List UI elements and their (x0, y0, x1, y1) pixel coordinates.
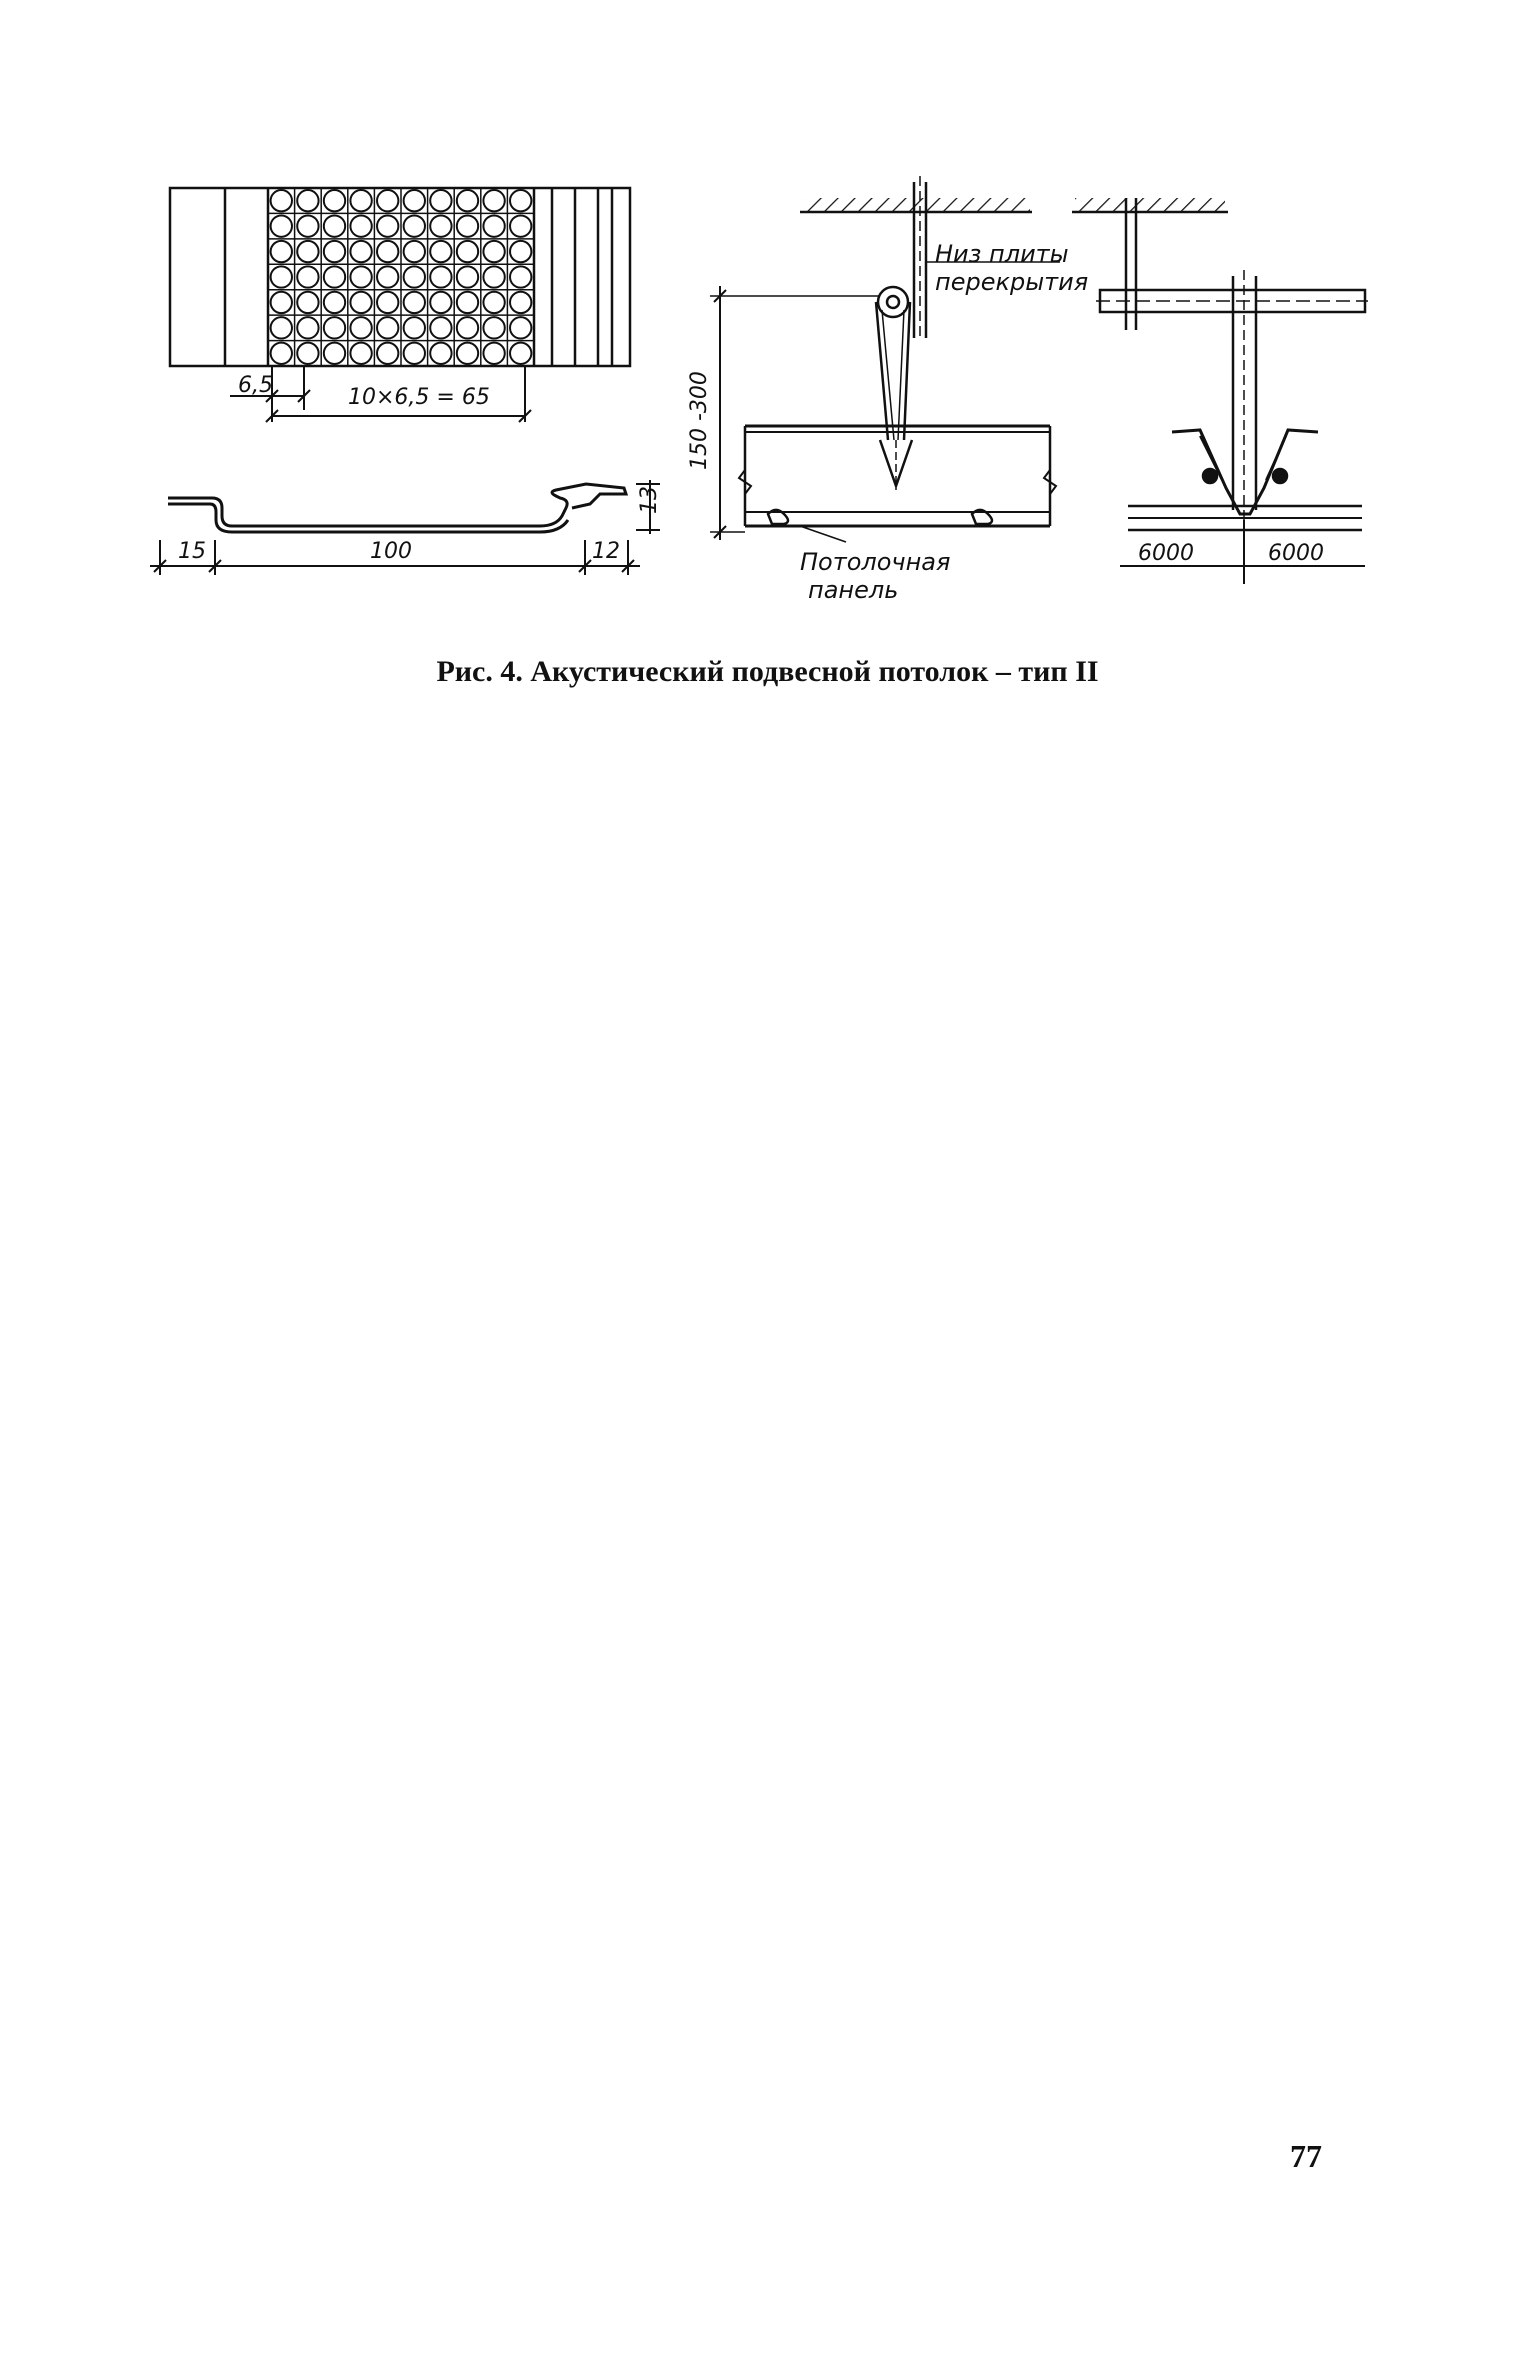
perforation-hole (350, 190, 371, 211)
perforation-hole (483, 266, 504, 287)
perforation-hole (404, 190, 425, 211)
perforation-hole (271, 266, 292, 287)
perforation-hole (404, 317, 425, 338)
perforation-hole (457, 266, 478, 287)
perforation-hole (404, 215, 425, 236)
dim-joint-right: 6000 (1268, 541, 1324, 566)
perforation-hole (457, 190, 478, 211)
perforation-hole (483, 292, 504, 313)
suspension-detail (710, 176, 1060, 542)
perforation-hole (350, 292, 371, 313)
joint-detail (1072, 198, 1368, 584)
perforation-hole (483, 215, 504, 236)
perforation-hole (324, 317, 345, 338)
dim-flange-right: 12 (592, 539, 620, 564)
dim-flange-left: 15 (178, 539, 206, 564)
perforation-hole (404, 292, 425, 313)
perforation-hole (350, 241, 371, 262)
perforation-hole (297, 190, 318, 211)
perforation-hole (510, 215, 531, 236)
perforation-hole (297, 241, 318, 262)
perforation-hole (350, 266, 371, 287)
dim-perforation-span: 10×6,5 = 65 (348, 385, 490, 410)
label-ceiling-panel-2: панель (808, 576, 899, 604)
perforation-hole (377, 215, 398, 236)
perforation-hole (457, 241, 478, 262)
perforation-hole (350, 215, 371, 236)
perforation-hole (483, 190, 504, 211)
perforation-hole (404, 241, 425, 262)
perforation-hole (324, 343, 345, 364)
perforation-hole (350, 317, 371, 338)
perforation-hole (430, 292, 451, 313)
perforation-hole (271, 215, 292, 236)
perforation-hole (483, 317, 504, 338)
perforation-hole (377, 292, 398, 313)
perforation-hole (271, 317, 292, 338)
figure-caption: Рис. 4. Акустический подвесной потолок – тип II (436, 655, 1099, 688)
dim-joint-left: 6000 (1138, 541, 1194, 566)
perforation-hole (377, 241, 398, 262)
perforation-hole (510, 190, 531, 211)
perforation-hole (297, 292, 318, 313)
perforation-hole (377, 343, 398, 364)
perforation-hole (510, 343, 531, 364)
technical-drawing (0, 0, 1535, 640)
perforation-hole (510, 266, 531, 287)
perforation-hole (430, 215, 451, 236)
perforation-hole (430, 241, 451, 262)
perforation-hole (350, 343, 371, 364)
perforation-hole (324, 292, 345, 313)
panel-profile-section (168, 480, 660, 534)
perforated-panel-plan (170, 188, 630, 366)
perforation-hole (404, 266, 425, 287)
perforation-hole (271, 241, 292, 262)
perforation-hole (271, 190, 292, 211)
perforation-hole (510, 241, 531, 262)
perforation-hole (297, 343, 318, 364)
perforation-hole (271, 292, 292, 313)
perforation-hole (297, 317, 318, 338)
perforation-hole (377, 317, 398, 338)
dim-perforation-pitch: 6,5 (238, 373, 273, 398)
perforation-hole (510, 317, 531, 338)
dim-profile-height: 13 (637, 486, 662, 514)
label-slab-bottom-1: Низ плиты (935, 240, 1069, 268)
perforation-hole (430, 343, 451, 364)
perforation-hole (457, 343, 478, 364)
perforation-hole (404, 343, 425, 364)
dim-suspension-height: 150 -300 (687, 371, 712, 470)
page-number: 77 (1290, 2138, 1322, 2174)
perforation-hole (510, 292, 531, 313)
perforation-hole (430, 266, 451, 287)
label-ceiling-panel-1: Потолочная (800, 548, 951, 576)
perforation-hole (377, 266, 398, 287)
dim-panel-width: 100 (370, 539, 412, 564)
label-slab-bottom-2: перекрытия (935, 268, 1089, 296)
perforation-hole (297, 266, 318, 287)
perforation-hole (483, 241, 504, 262)
perforation-hole (324, 241, 345, 262)
perforation-hole (457, 292, 478, 313)
perforation-hole (324, 266, 345, 287)
perforation-hole (457, 215, 478, 236)
perforation-hole (271, 343, 292, 364)
perforation-hole (457, 317, 478, 338)
perforation-hole (324, 215, 345, 236)
perforation-hole (377, 190, 398, 211)
perforation-hole (324, 190, 345, 211)
perforation-grid (268, 188, 534, 366)
perforation-hole (297, 215, 318, 236)
perforation-hole (483, 343, 504, 364)
perforation-hole (430, 317, 451, 338)
perforation-hole (430, 190, 451, 211)
